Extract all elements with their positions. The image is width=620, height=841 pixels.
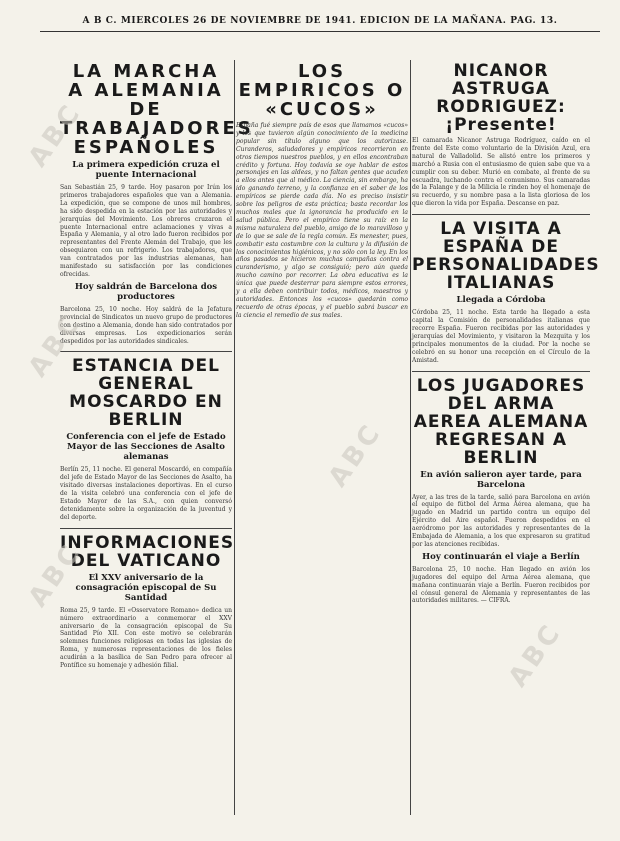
header-rule — [40, 31, 600, 32]
article-body: Córdoba 25, 11 noche. Esta tarde ha llegado a esta capital la Comisión de personalidades italianas que recorre España. Fueron recibidas por las autoridades y jerarquías del Movimiento, y visitaron la Mezquita y los principales monumentos de la ciudad. Por la noche se celebró en su honor una recepción en el Círculo de la Amistad. — [412, 309, 590, 364]
headline-marcha-alemania: LA MARCHA A ALEMANIA DE TRABAJADORES ESPAÑOLES — [60, 61, 254, 158]
headline-vaticano: INFORMACIONES DEL VATICANO — [60, 532, 235, 571]
abc-watermark: ABC — [22, 97, 89, 173]
article-body: Barcelona 25, 10 noche. Han llegado en avión los jugadores del equipo del Arma Aérea alemana, que mañana continuarán viaje a Berlín. Fueron recibidos por el cónsul general de Alemania y representantes de las autoridades militares. — CIFRA. — [412, 565, 590, 605]
page-header: A B C. MIERCOLES 26 DE NOVIEMBRE DE 1941. EDICION DE LA MAÑANA. PAG. 13. — [82, 16, 558, 26]
article-body: Barcelona 25, 10 noche. Hoy saldrá de la Jefatura provincial de Sindicatos un nuevo grupo de productores con destino a Alemania, donde han sido contratados por diversas empresas. Los expedicionarios serán despedidos por las autoridades sindicales. — [60, 305, 232, 345]
article-body: San Sebastián 25, 9 tarde. Hoy pasaron por Irún los primeros trabajadores españoles que van a Alemania. La expedición, que se compone de unos mil hombres, ha sido despedida en la estación por las autoridades y jerarquías del Movimiento. Los obreros cruzaron el puente Internacional entre aclamaciones y vivas a España y Alemania, y al otro lado fueron recibidos por representantes del Frente Alemán del Trabajo, que les obsequiaron con un refrigerio. Los trabajadores, que van contratados por las industrias alemanas, han manifestado su satisfacción por las condiciones ofrecidas. — [60, 184, 232, 278]
article-separator — [60, 528, 232, 529]
article-body: Ayer, a las tres de la tarde, salió para Barcelona en avión el equipo de fútbol del Arma Aérea alemana, que ha jugado en Madrid un partido contra un equipo del Ejército del Aire español. Fueron despedidos en el aeródromo por las autoridades y representantes de la Embajada de Alemania, a los que expresaron su gratitud por las atenciones recibidas. — [412, 493, 590, 548]
column-divider — [234, 60, 235, 815]
article-body: Roma 25, 9 tarde. El «Osservatore Romano» dedica un número extraordinario a conmemorar el XXV aniversario de la consagración episcopal de Su Santidad Pío XII. Con este motivo se celebrarán solemnes funciones religiosas en todas las iglesias de Roma, y numerosas representaciones de los fieles acudirán a la basílica de San Pedro para ofrecer al Pontífice su homenaje y adhesión filial. — [60, 606, 232, 670]
abc-watermark: ABC — [502, 617, 569, 693]
subhead-moscardo: Conferencia con el jefe de Estado Mayor de las Secciones de Asalto alemanas — [66, 432, 226, 463]
headline-empiricos: LOS EMPIRICOS O «CUCOS» — [238, 61, 406, 120]
article-separator — [412, 214, 590, 215]
subhead-avion: En avión salieron ayer tarde, para Barcelona — [420, 469, 582, 490]
column-right — [412, 60, 600, 815]
column-left — [60, 60, 254, 815]
subhead-berlin: Hoy continuarán el viaje a Berlín — [422, 551, 580, 562]
abc-watermark: ABC — [22, 537, 89, 613]
column-divider — [410, 60, 411, 815]
article-body: El camarada Nicanor Astruga Rodríguez, caído en el frente del Este como voluntario de la División Azul, era natural de Valladolid. Se alistó entre los primeros y marchó a Rusia con el entusiasmo de quien sabe que va a cumplir con su deber. Murió en combate, al frente de su escuadra, luchando contra el comunismo. Sus camaradas de la Falange y de la Milicia le rinden hoy el homenaje de su recuerdo, y su nombre pasa a la lista gloriosa de los que dieron la vida por España. Descanse en paz. — [412, 137, 590, 208]
subhead-expedicion: La primera expedición cruza el puente Internacional — [72, 160, 220, 180]
article-separator — [60, 351, 232, 352]
headline-moscardo: ESTANCIA DEL GENERAL MOSCARDO EN BERLIN — [69, 356, 223, 431]
subhead-barcelona: Hoy saldrán de Barcelona dos productores — [74, 281, 218, 302]
headline-jugadores-arma-aerea: LOS JUGADORES DEL ARMA AEREA ALEMANA REGRESAN A BERLIN — [413, 375, 589, 468]
headline-visita-italianas: LA VISITA A ESPAÑA DE PERSONALIDADES ITALIANAS — [412, 219, 600, 294]
abc-watermark: ABC — [322, 417, 389, 493]
headline-astruga: NICANOR ASTRUGA RODRIGUEZ: ¡Presente! — [436, 61, 566, 135]
column-middle — [236, 60, 408, 815]
article-body: Berlín 25, 11 noche. El general Moscardó, en compañía del jefe de Estado Mayor de las Secciones de Asalto, ha visitado diversas instalaciones deportivas. En el curso de la visita celebró una conferencia con el jefe de Estado Mayor de las S.A., con quien conversó detenidamente sobre la organización de la juventud y del deporte. — [60, 466, 232, 521]
article-body: España fué siempre país de esos que llamamos «cucos» y los que tuvieron algún conocimiento de la medicina popular sin título alguno que los autorizase. Curanderos, saludadores y empíricos recorrieron en otros tiempos nuestros pueblos, y en ellos encontraban crédito y fortuna. Hoy todavía se oye hablar de estos personajes en las aldeas, y no faltan gentes que acuden a ellos antes que al médico. La ciencia, sin embargo, ha ido ganando terreno, y la confianza en el saber de los empíricos se pierde cada día. No es preciso insistir sobre los peligros de esta práctica; basta recordar los muchos males que la ignorancia ha producido en la salud pública. Pero el empírico tiene su raíz en la misma naturaleza del pueblo, amigo de lo maravilloso y de lo que se sale de la regla común. Es menester, pues, combatir esta costumbre con la cultura y la difusión de los conocimientos higiénicos, y no sólo con la ley. En los años pasados se hicieron muchas campañas contra el curanderismo, y algo se consiguió; pero aún queda mucho camino por recorrer. La obra educativa es la única que puede desterrar para siempre estos errores, y a ella deben contribuir todos, médicos, maestros y autoridades. Entonces los «cucos» quedarán como recuerdo de otras épocas, y el pueblo sabrá buscar en la ciencia el remedio de sus males. — [236, 122, 408, 319]
article-separator — [412, 371, 590, 372]
subhead-vaticano: El XXV aniversario de la consagración episcopal de Su Santidad — [75, 572, 217, 603]
subhead-cordoba: Llegada a Córdoba — [456, 295, 546, 306]
abc-watermark: ABC — [22, 307, 89, 383]
